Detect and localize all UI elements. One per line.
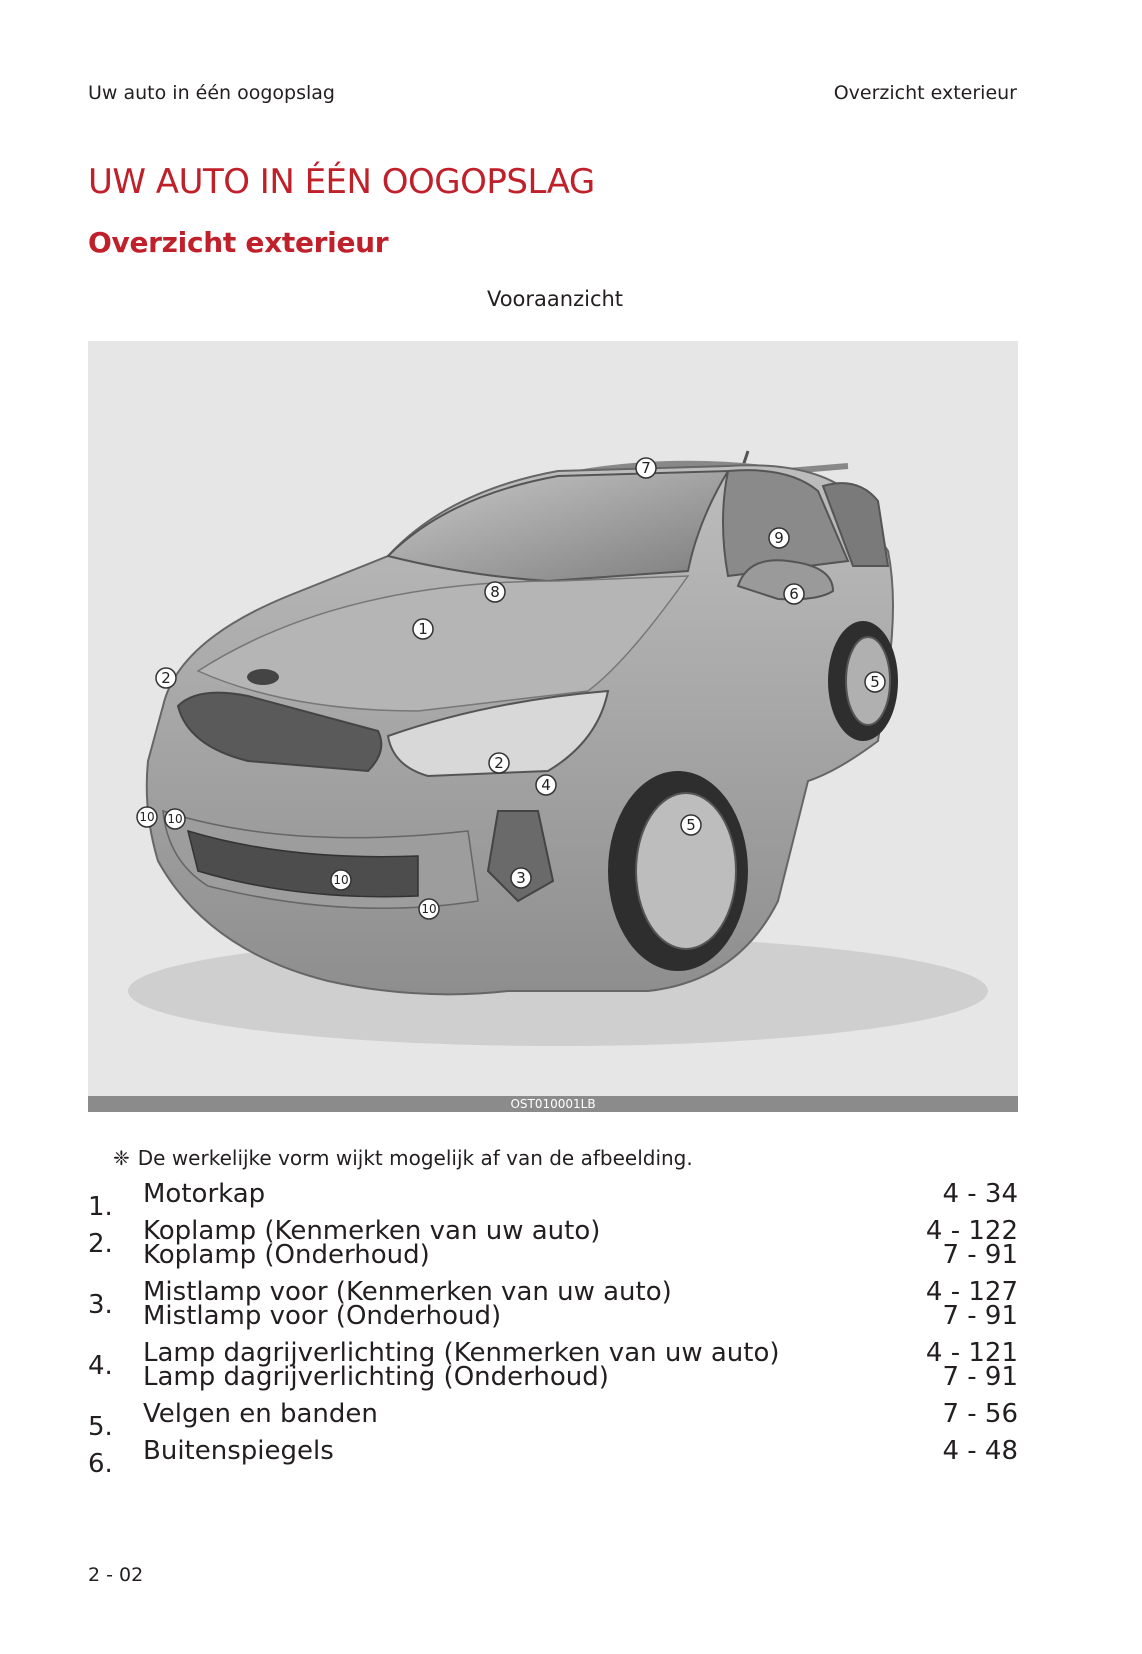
callout-label: 10 <box>333 873 349 887</box>
callout-2 <box>489 753 509 773</box>
callout-10 <box>137 807 157 827</box>
callout-9 <box>769 528 789 548</box>
callout-label: 7 <box>641 459 651 477</box>
item-line <box>143 1399 1018 1429</box>
item-text: Koplamp (Onderhoud) <box>143 1240 430 1270</box>
running-header-right: Overzicht exterieur <box>833 82 1017 104</box>
callout-label: 10 <box>167 812 183 826</box>
callout-label: 4 <box>541 776 551 794</box>
page-ref: 4 - 122 <box>925 1216 1018 1246</box>
list-item <box>88 1216 1018 1270</box>
section-title: Overzicht exterieur <box>88 226 389 259</box>
page-ref: 7 - 91 <box>942 1301 1018 1331</box>
callout-8 <box>485 582 505 602</box>
item-number: 4. <box>88 1351 113 1381</box>
page-ref: 4 - 34 <box>942 1179 1018 1209</box>
chapter-title: UW AUTO IN ÉÉN OOGOPSLAG <box>88 162 595 202</box>
disclaimer-note <box>113 1146 693 1170</box>
callout-label: 6 <box>789 585 799 603</box>
windshield <box>388 471 728 581</box>
item-line <box>143 1240 1018 1270</box>
item-line <box>143 1436 1018 1466</box>
item-line <box>143 1179 1018 1209</box>
callout-3 <box>511 868 531 888</box>
callout-label: 10 <box>139 810 155 824</box>
list-item <box>88 1179 1018 1222</box>
list-item <box>88 1277 1018 1331</box>
list-item <box>88 1399 1018 1442</box>
item-text: Koplamp (Kenmerken van uw auto) <box>143 1216 601 1246</box>
item-text: Motorkap <box>143 1179 266 1209</box>
note-text: De werkelijke vorm wijkt mogelijk af van de afbeelding. <box>137 1146 693 1170</box>
page-ref: 4 - 127 <box>925 1277 1018 1307</box>
item-text: Buitenspiegels <box>143 1436 334 1466</box>
callout-7 <box>636 458 656 478</box>
callout-label: 2 <box>161 669 171 687</box>
page-ref: 4 - 121 <box>925 1338 1018 1368</box>
item-number: 2. <box>88 1229 113 1259</box>
callout-label: 9 <box>774 529 784 547</box>
callout-5 <box>681 815 701 835</box>
figure-code-bar <box>88 1096 1018 1112</box>
callout-10 <box>165 809 185 829</box>
item-line <box>143 1362 1018 1392</box>
item-number: 5. <box>88 1412 113 1442</box>
callout-10 <box>331 870 351 890</box>
callout-2 <box>156 668 176 688</box>
callout-6 <box>784 584 804 604</box>
page-ref: 7 - 91 <box>942 1362 1018 1392</box>
view-label: Vooraanzicht <box>486 287 624 311</box>
page-ref: 7 - 91 <box>942 1240 1018 1270</box>
callout-label: 5 <box>870 673 880 691</box>
item-text: Mistlamp voor (Kenmerken van uw auto) <box>143 1277 672 1307</box>
callout-label: 5 <box>686 816 696 834</box>
item-text: Lamp dagrijverlichting (Onderhoud) <box>143 1362 609 1392</box>
kia-logo <box>247 669 279 685</box>
running-header-left: Uw auto in één oogopslag <box>88 82 335 104</box>
car-illustration <box>88 341 1018 1111</box>
item-line <box>143 1301 1018 1331</box>
callout-label: 3 <box>516 869 526 887</box>
car-front-view-figure <box>88 341 1018 1111</box>
parts-list <box>88 1179 1018 1479</box>
callout-4 <box>536 775 556 795</box>
callout-label: 10 <box>421 902 437 916</box>
callout-10 <box>419 899 439 919</box>
page-number: 2 - 02 <box>88 1564 144 1586</box>
item-number: 6. <box>88 1449 113 1479</box>
list-item <box>88 1436 1018 1479</box>
callout-label: 8 <box>490 583 500 601</box>
item-text: Mistlamp voor (Onderhoud) <box>143 1301 502 1331</box>
figure-code: OST010001LB <box>510 1097 596 1111</box>
callout-label: 1 <box>418 620 428 638</box>
note-mark-icon: ❈ <box>113 1146 130 1170</box>
list-item <box>88 1338 1018 1392</box>
item-number: 3. <box>88 1290 113 1320</box>
item-text: Lamp dagrijverlichting (Kenmerken van uw auto) <box>143 1338 780 1368</box>
item-text: Velgen en banden <box>143 1399 378 1429</box>
callout-5 <box>865 672 885 692</box>
callout-label: 2 <box>494 754 504 772</box>
callout-1 <box>413 619 433 639</box>
page-ref: 7 - 56 <box>942 1399 1018 1429</box>
page-ref: 4 - 48 <box>942 1436 1018 1466</box>
item-number: 1. <box>88 1192 113 1222</box>
